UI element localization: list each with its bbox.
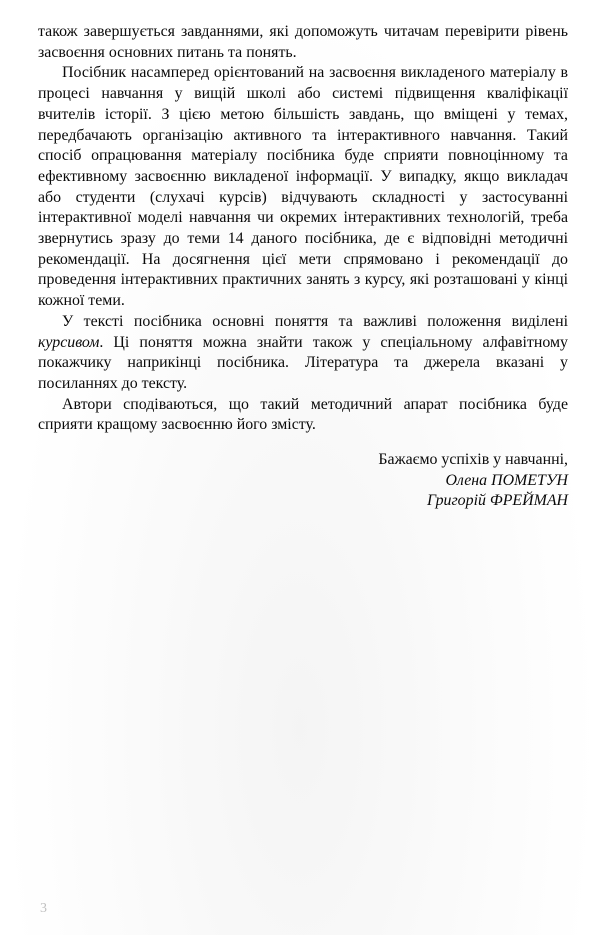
paragraph-3: [38, 312, 568, 395]
paragraph-3-text-a: У тексті посібника основні поняття та важливі положення виділені: [62, 312, 568, 330]
author-signature-1: Олена ПОМЕТУН: [445, 471, 568, 489]
italic-term: курсивом: [38, 333, 100, 351]
paragraph-2: Посібник насамперед орієнтований на засвоєння викладеного матеріалу в процесі навчання у вищій школі або системі підвищення кваліфікації вчителів історії. З цією метою більшість завдань, що вміщені у темах, передбачають організацію активного та інтерактивного навчання. Такий спосіб опрацювання матеріалу посібника буде сприяти повноцінному та ефективному засвоєнню викладеної інформації. У випадку, якщо викладач або студенти (слухачі курсів) відчувають складності у застосуванні інтерактивної моделі навчання чи окремих інтерактивних технологій, треба звернутись зразу до теми 14 даного посібника, де є відповідні методичні рекомендації. На досягнення цієї мети спрямовано і рекомендації до проведення інтерактивних практичних занять з курсу, які розташовані у кінці кожної теми.: [38, 64, 568, 310]
closing-block: [38, 450, 568, 512]
closing-greeting: Бажаємо успіхів у навчанні,: [378, 451, 568, 469]
paragraph-4: Автори сподіваються, що такий методичний апарат посібника буде сприяти кращому засвоєнню його змісту.: [38, 395, 568, 434]
page-number: 3: [40, 901, 47, 916]
paragraph-1: також завершується завданнями, які допоможуть читачам перевірити рівень засвоєння основних питань та понять.: [38, 23, 568, 61]
paragraph-3-text-b: . Ці поняття можна знайти також у спеціальному алфавітному покажчику наприкінці посібника. Література та джерела вказані у посиланнях до тексту.: [38, 333, 568, 392]
author-signature-2: Григорій ФРЕЙМАН: [427, 492, 568, 510]
